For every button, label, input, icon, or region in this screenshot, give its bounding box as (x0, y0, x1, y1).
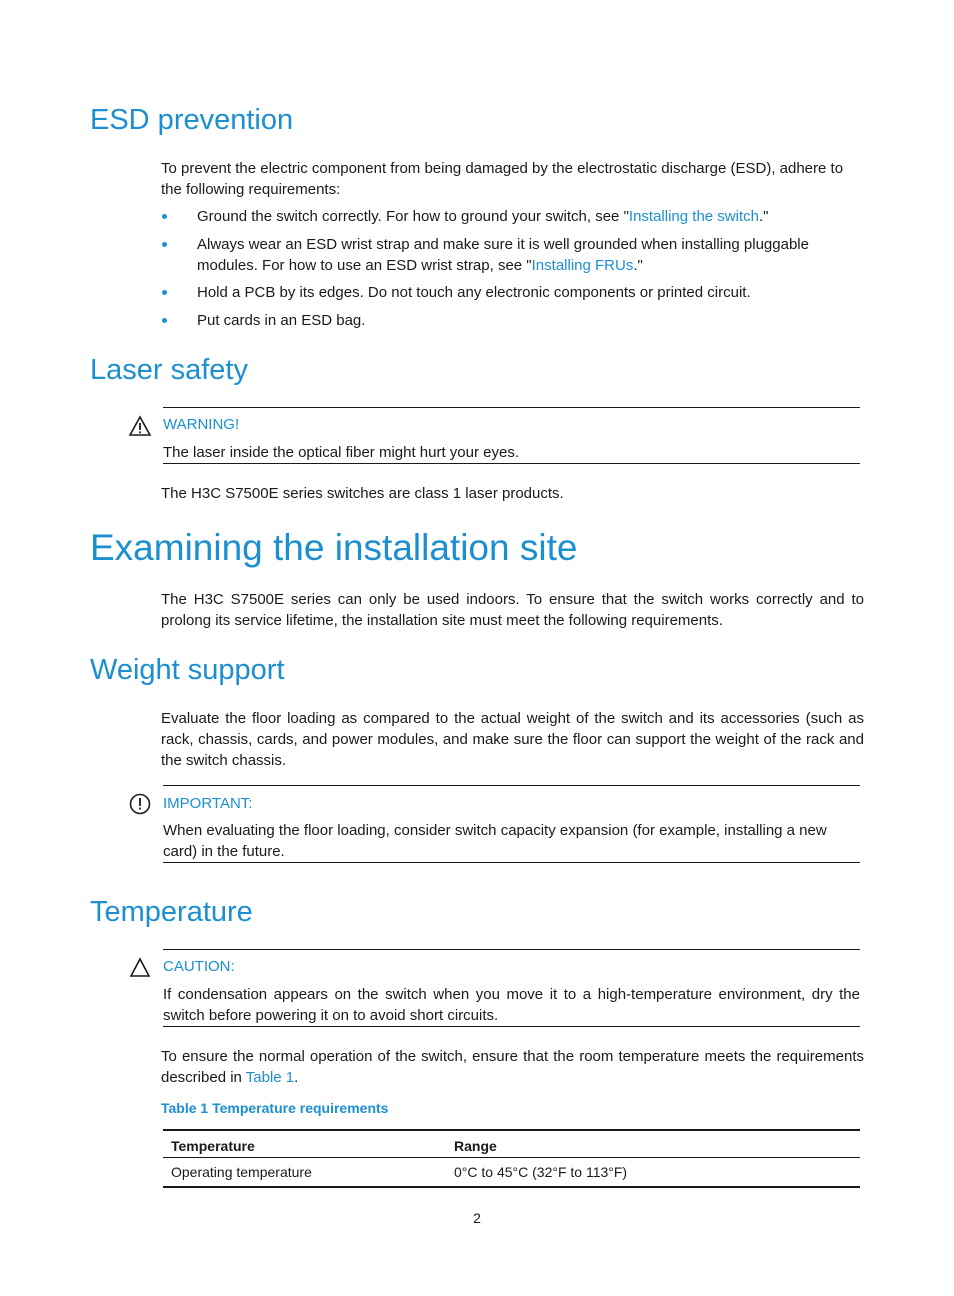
site-body: The H3C S7500E series can only be used indoors. To ensure that the switch works correctly and to prolong its service lifetime, the installation site must meet the following requirements. (161, 591, 864, 629)
section-heading-temperature: Temperature (90, 896, 253, 928)
chapter-heading-installation-site: Examining the installation site (90, 527, 578, 568)
temperature-body (161, 1046, 864, 1088)
important-icon (128, 792, 152, 816)
warning-icon (128, 414, 152, 438)
warning-top-rule (163, 407, 860, 408)
temperature-body-tail: . (294, 1069, 299, 1086)
table-header-cell: Range (446, 1130, 860, 1158)
temperature-body-text: To ensure the normal operation of the switch, ensure that the room temperature meets the requirements described in (161, 1048, 864, 1086)
laser-body: The H3C S7500E series switches are class 1 laser products. (161, 485, 564, 502)
table-cell: Operating temperature (163, 1158, 446, 1188)
bullet-icon (162, 318, 167, 323)
esd-bullet-3: Hold a PCB by its edges. Do not touch any electronic components or printed circuit. (197, 284, 751, 301)
table-header-row (163, 1130, 860, 1158)
table-row (163, 1158, 860, 1188)
important-label: IMPORTANT: (163, 795, 253, 812)
section-heading-laser: Laser safety (90, 354, 248, 386)
table-cell: 0°C to 45°C (32°F to 113°F) (446, 1158, 860, 1188)
link-installing-the-switch[interactable]: Installing the switch (628, 208, 759, 225)
important-bottom-rule (163, 862, 860, 863)
table-caption: Table 1 Temperature requirements (161, 1100, 389, 1116)
caution-icon (128, 955, 152, 979)
temperature-table (163, 1129, 860, 1188)
esd-bullet-1-tail: ." (758, 208, 769, 225)
esd-bullet-2-tail: ." (633, 257, 643, 274)
caution-bottom-rule (163, 1026, 860, 1027)
esd-intro: To prevent the electric component from being damaged by the electrostatic discharge (ESD), adhere to the following requirements: (161, 160, 844, 198)
esd-bullet-2 (197, 234, 863, 276)
esd-bullet-4: Put cards in an ESD bag. (197, 312, 366, 329)
esd-bullet-1-text: Ground the switch correctly. For how to ground your switch, see " (197, 208, 629, 225)
caution-label: CAUTION: (163, 958, 235, 975)
link-table-1[interactable]: Table 1 (245, 1069, 295, 1086)
weight-body: Evaluate the floor loading as compared to the actual weight of the switch and its accessories (such as rack, chassis, cards, and power modules, and make sure the floor can support the weight of the rack and the switch chassis. (161, 710, 864, 769)
important-top-rule (163, 785, 860, 786)
page-number: 2 (473, 1210, 481, 1226)
warning-label: WARNING! (163, 416, 240, 433)
bullet-icon (162, 214, 167, 219)
esd-bullet-1 (197, 206, 863, 227)
warning-bottom-rule (163, 463, 860, 464)
esd-bullet-2-text: Always wear an ESD wrist strap and make sure it is well grounded when installing pluggable modules. For how to use an ESD wrist strap, see " (197, 236, 809, 274)
important-text: When evaluating the floor loading, consider switch capacity expansion (for example, installing a new card) in the future. (163, 822, 827, 860)
link-installing-frus[interactable]: Installing FRUs (531, 257, 634, 274)
table-header-cell: Temperature (163, 1130, 446, 1158)
section-heading-esd: ESD prevention (90, 104, 294, 136)
bullet-icon (162, 290, 167, 295)
bullet-icon (162, 242, 167, 247)
section-heading-weight: Weight support (90, 654, 285, 686)
caution-top-rule (163, 949, 860, 950)
caution-text: If condensation appears on the switch when you move it to a high-temperature environment, dry the switch before powering it on to avoid short circuits. (163, 986, 860, 1024)
warning-text: The laser inside the optical fiber might hurt your eyes. (163, 444, 520, 461)
